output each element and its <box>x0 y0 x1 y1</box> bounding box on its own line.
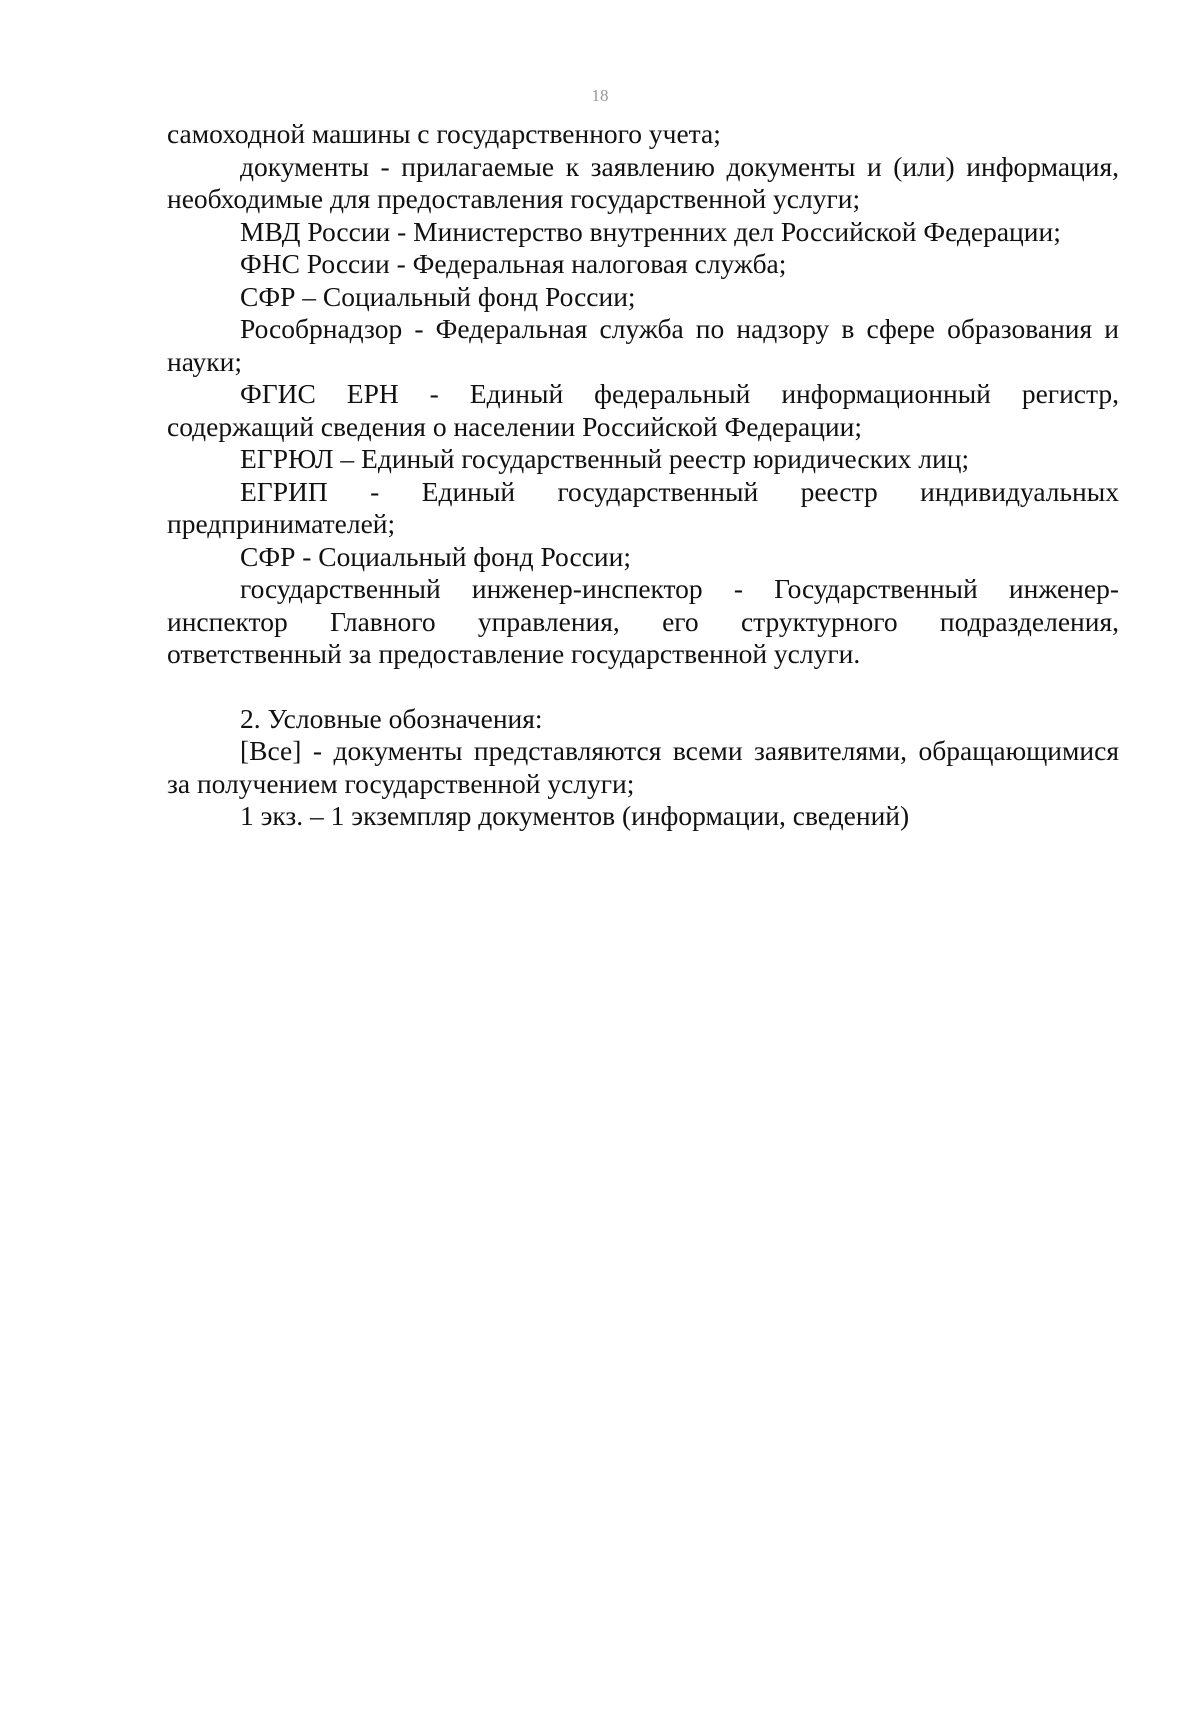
legend-item-all: [Все] - документы представляются всеми заявителями, обращающимися за получением государственной услуги; <box>167 735 1119 799</box>
definition-fns: ФНС России - Федеральная налоговая служба; <box>240 248 787 279</box>
paragraph-continuation: самоходной машины с государственного учета; <box>167 118 721 149</box>
definition-sfr-repeat: СФР - Социальный фонд России; <box>240 540 631 572</box>
definition-engineer-inspector: государственный инженер-инспектор - Государственный инженер-инспектор Главного управления, его структурного подразделения, ответственный за предоставление государственной услуги. <box>167 573 1119 669</box>
definition-sfr: СФР – Социальный фонд России; <box>240 280 636 312</box>
definition-documents: документы - прилагаемые к заявлению документы и (или) информация, необходимые для предоставления государственной услуги; <box>167 150 1119 214</box>
document-body <box>167 118 1119 833</box>
definition-rosobrnadzor: Рособрнадзор - Федеральная служба по надзору в сфере образования и науки; <box>167 313 1119 377</box>
definition-egrip: ЕГРИП - Единый государственный реестр индивидуальных предпринимателей; <box>167 475 1119 539</box>
page-number: 18 <box>591 86 609 105</box>
section-heading: 2. Условные обозначения: <box>240 702 543 734</box>
legend-item-copy: 1 экз. – 1 экземпляр документов (информации, сведений) <box>240 800 910 831</box>
definition-fgis-ern: ФГИС ЕРН - Единый федеральный информационный регистр, содержащий сведения о населении Российской Федерации; <box>167 378 1119 442</box>
definition-mvd: МВД России - Министерство внутренних дел Российской Федерации; <box>240 215 1061 247</box>
definition-egrul: ЕГРЮЛ – Единый государственный реестр юридических лиц; <box>240 443 970 474</box>
